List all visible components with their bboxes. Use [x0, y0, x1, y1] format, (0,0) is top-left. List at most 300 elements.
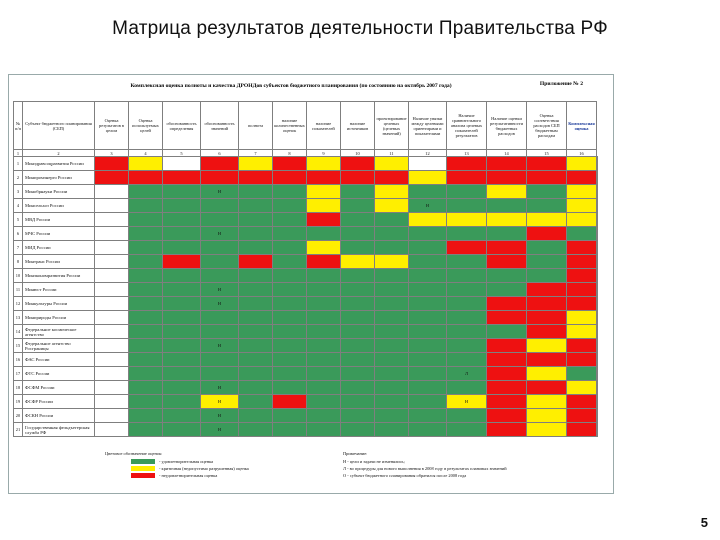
score-cell	[409, 339, 447, 353]
score-cell	[307, 283, 341, 297]
score-cell	[487, 171, 527, 185]
score-cell: Н	[201, 185, 239, 199]
score-cell	[239, 339, 273, 353]
row-number: 4	[14, 199, 23, 213]
matrix-body	[14, 157, 598, 437]
score-cell	[341, 269, 375, 283]
row-number: 2	[14, 171, 23, 185]
score-cell	[447, 325, 487, 339]
score-cell	[447, 381, 487, 395]
score-cell	[375, 283, 409, 297]
sheet-title: Комплексная оценка полноты и качества ДРОНДов субъектов бюджетного планирования (по состоянию на октябрь 2007 года)	[130, 83, 452, 89]
score-cell	[409, 297, 447, 311]
score-cell	[129, 381, 163, 395]
score-cell	[95, 339, 129, 353]
table-row	[14, 325, 598, 339]
header-num: № п/п	[14, 102, 23, 150]
score-cell	[567, 283, 597, 297]
slide-title: Матрица результатов деятельности Правительства РФ	[112, 18, 608, 39]
score-cell	[567, 171, 597, 185]
score-cell	[375, 325, 409, 339]
score-cell	[447, 199, 487, 213]
score-cell	[341, 199, 375, 213]
score-cell	[487, 255, 527, 269]
score-cell	[239, 297, 273, 311]
score-cell	[527, 199, 567, 213]
score-cell	[307, 339, 341, 353]
header-c8: наличие количественных оценок	[273, 102, 307, 150]
score-cell	[527, 325, 567, 339]
score-cell	[95, 353, 129, 367]
score-cell	[239, 227, 273, 241]
score-cell	[201, 157, 239, 171]
score-cell	[375, 395, 409, 409]
table-row	[14, 213, 598, 227]
score-cell	[527, 269, 567, 283]
legend	[105, 451, 605, 491]
score-cell	[307, 241, 341, 255]
score-cell	[487, 283, 527, 297]
score-cell	[409, 255, 447, 269]
score-cell	[487, 339, 527, 353]
score-cell	[597, 255, 598, 269]
score-cell	[307, 311, 341, 325]
score-cell	[527, 297, 567, 311]
score-cell	[239, 381, 273, 395]
score-cell	[163, 171, 201, 185]
score-cell	[129, 367, 163, 381]
row-number: 5	[14, 213, 23, 227]
score-cell	[597, 171, 598, 185]
score-cell	[307, 171, 341, 185]
matrix-sheet	[8, 74, 614, 494]
score-cell	[163, 283, 201, 297]
score-cell	[447, 213, 487, 227]
score-cell	[527, 157, 567, 171]
subject-name: ФСКН России	[23, 409, 95, 423]
column-number: 4	[129, 150, 163, 157]
score-cell	[273, 297, 307, 311]
row-number: 12	[14, 297, 23, 311]
score-cell	[375, 409, 409, 423]
row-number: 13	[14, 311, 23, 325]
score-cell	[307, 381, 341, 395]
score-cell	[409, 367, 447, 381]
score-cell	[597, 353, 598, 367]
score-cell	[307, 185, 341, 199]
row-number: 15	[14, 339, 23, 353]
score-cell: Н	[201, 283, 239, 297]
score-cell	[375, 423, 409, 437]
table-row	[14, 283, 598, 297]
score-cell: Н	[201, 395, 239, 409]
score-cell	[239, 311, 273, 325]
score-cell	[567, 381, 597, 395]
score-cell	[163, 367, 201, 381]
column-number: 8	[273, 150, 307, 157]
column-number: 14	[487, 150, 527, 157]
score-cell	[447, 157, 487, 171]
score-cell	[307, 227, 341, 241]
score-cell	[129, 297, 163, 311]
score-cell	[597, 227, 598, 241]
score-cell	[597, 157, 598, 171]
score-cell	[239, 255, 273, 269]
score-cell	[375, 171, 409, 185]
score-cell	[239, 241, 273, 255]
score-cell	[487, 311, 527, 325]
score-cell	[239, 395, 273, 409]
subject-name: МВД России	[23, 213, 95, 227]
score-cell	[95, 311, 129, 325]
score-cell	[567, 241, 597, 255]
score-cell	[273, 339, 307, 353]
score-cell	[375, 227, 409, 241]
header-c4: Оценка используемых целей	[129, 102, 163, 150]
score-cell	[95, 367, 129, 381]
score-cell	[597, 395, 598, 409]
score-cell	[307, 213, 341, 227]
row-number: 10	[14, 269, 23, 283]
score-cell	[163, 381, 201, 395]
score-cell	[447, 255, 487, 269]
score-cell	[487, 325, 527, 339]
score-cell	[201, 353, 239, 367]
legend-note: Н - цели и задачи не изменялись;	[343, 459, 405, 464]
score-cell	[567, 409, 597, 423]
score-cell	[341, 255, 375, 269]
score-cell	[597, 241, 598, 255]
score-cell	[341, 409, 375, 423]
score-cell	[567, 199, 597, 213]
score-cell	[163, 199, 201, 213]
score-cell	[273, 381, 307, 395]
subject-name: Минприроды России	[23, 311, 95, 325]
score-cell	[341, 339, 375, 353]
score-cell	[375, 199, 409, 213]
score-cell	[597, 311, 598, 325]
score-cell	[527, 255, 567, 269]
score-cell	[95, 199, 129, 213]
subject-name: ФСФР России	[23, 395, 95, 409]
score-cell	[447, 423, 487, 437]
score-cell	[597, 297, 598, 311]
score-cell	[239, 423, 273, 437]
score-cell	[273, 283, 307, 297]
score-cell	[527, 227, 567, 241]
appendix-label: Приложение № 2	[539, 81, 583, 87]
score-cell	[597, 283, 598, 297]
table-row	[14, 381, 598, 395]
score-cell	[375, 185, 409, 199]
score-cell	[273, 269, 307, 283]
score-cell	[95, 213, 129, 227]
score-cell	[527, 381, 567, 395]
score-cell	[129, 269, 163, 283]
table-row	[14, 227, 598, 241]
table-row	[14, 185, 598, 199]
table-row	[14, 157, 598, 171]
score-cell	[95, 171, 129, 185]
score-cell	[341, 395, 375, 409]
subject-name: Минздравсоцразвития России	[23, 157, 95, 171]
score-cell	[409, 353, 447, 367]
score-cell	[95, 241, 129, 255]
score-cell	[163, 311, 201, 325]
score-cell	[341, 381, 375, 395]
column-number: 5	[163, 150, 201, 157]
score-cell	[487, 423, 527, 437]
subject-name: ФТС России	[23, 367, 95, 381]
row-number: 16	[14, 353, 23, 367]
score-cell	[567, 311, 597, 325]
score-cell	[597, 269, 598, 283]
table-row	[14, 199, 598, 213]
row-number: 19	[14, 395, 23, 409]
table-row	[14, 395, 598, 409]
table-row	[14, 367, 598, 381]
score-cell	[375, 269, 409, 283]
score-cell	[527, 311, 567, 325]
score-cell	[567, 339, 597, 353]
score-cell	[597, 185, 598, 199]
column-number: 7	[239, 150, 273, 157]
score-cell	[527, 423, 567, 437]
score-cell	[597, 423, 598, 437]
score-cell	[487, 241, 527, 255]
score-cell	[567, 157, 597, 171]
score-cell	[375, 213, 409, 227]
subject-name: Минсельхоз России	[23, 199, 95, 213]
score-cell	[129, 185, 163, 199]
row-number: 17	[14, 367, 23, 381]
column-number: 3	[95, 150, 129, 157]
score-cell	[341, 311, 375, 325]
score-cell	[447, 269, 487, 283]
score-cell	[239, 269, 273, 283]
score-cell	[409, 157, 447, 171]
score-cell	[129, 199, 163, 213]
header-c5: обоснованность определения	[163, 102, 201, 150]
score-cell	[129, 171, 163, 185]
score-cell	[95, 325, 129, 339]
score-cell	[239, 353, 273, 367]
score-cell	[375, 339, 409, 353]
score-cell	[129, 325, 163, 339]
score-cell	[487, 157, 527, 171]
header-c7: полнота	[239, 102, 273, 150]
score-cell	[307, 367, 341, 381]
score-cell	[341, 367, 375, 381]
score-cell	[375, 241, 409, 255]
score-cell	[409, 395, 447, 409]
score-cell	[163, 353, 201, 367]
score-cell	[163, 185, 201, 199]
subject-name: Минтранс России	[23, 255, 95, 269]
subject-name: Минкультуры России	[23, 297, 95, 311]
row-number: 8	[14, 255, 23, 269]
score-cell: Н	[201, 381, 239, 395]
score-cell	[487, 185, 527, 199]
score-cell	[307, 353, 341, 367]
score-cell	[447, 409, 487, 423]
score-cell	[95, 381, 129, 395]
score-cell	[307, 325, 341, 339]
score-cell	[375, 367, 409, 381]
score-cell	[307, 423, 341, 437]
score-cell	[375, 353, 409, 367]
column-number: 12	[409, 150, 447, 157]
subject-name: Минпромэнерго России	[23, 171, 95, 185]
score-cell	[567, 185, 597, 199]
legend-text: - неудовлетворительная оценка	[159, 473, 218, 478]
column-number: 9	[307, 150, 341, 157]
score-cell	[201, 325, 239, 339]
legend-note: О - субъект бюджетного планирования обратился после 2008 года	[343, 473, 467, 478]
notes-heading: Примечание:	[343, 451, 368, 456]
score-cell	[307, 157, 341, 171]
table-row	[14, 353, 598, 367]
score-cell	[201, 255, 239, 269]
score-cell	[163, 395, 201, 409]
score-cell	[129, 283, 163, 297]
score-cell	[273, 325, 307, 339]
score-cell	[273, 241, 307, 255]
score-cell	[163, 409, 201, 423]
score-cell	[201, 213, 239, 227]
score-cell	[567, 269, 597, 283]
score-cell	[487, 213, 527, 227]
legend-swatch	[131, 473, 155, 478]
table-row	[14, 409, 598, 423]
score-cell	[273, 409, 307, 423]
row-number: 14	[14, 325, 23, 339]
score-cell	[239, 185, 273, 199]
score-cell	[341, 283, 375, 297]
score-cell	[129, 311, 163, 325]
results-matrix-table	[13, 101, 598, 437]
score-cell	[129, 339, 163, 353]
score-cell	[163, 325, 201, 339]
score-cell	[341, 213, 375, 227]
table-row	[14, 269, 598, 283]
score-cell	[273, 157, 307, 171]
table-row	[14, 297, 598, 311]
score-cell	[597, 213, 598, 227]
score-cell	[409, 409, 447, 423]
score-cell	[239, 199, 273, 213]
score-cell	[201, 311, 239, 325]
score-cell	[201, 171, 239, 185]
score-cell	[129, 395, 163, 409]
score-cell	[95, 255, 129, 269]
score-cell	[239, 213, 273, 227]
score-cell	[239, 367, 273, 381]
score-cell	[487, 199, 527, 213]
legend-text: - критичная (недопустимо разрушенная) оценка	[159, 466, 249, 471]
score-cell	[201, 199, 239, 213]
score-cell	[597, 339, 598, 353]
column-number: 1	[14, 150, 23, 157]
subject-name: ФАС России	[23, 353, 95, 367]
score-cell	[273, 311, 307, 325]
score-cell	[527, 409, 567, 423]
score-cell	[163, 269, 201, 283]
score-cell	[341, 241, 375, 255]
score-cell	[163, 157, 201, 171]
table-row	[14, 423, 598, 437]
score-cell	[375, 297, 409, 311]
score-cell	[527, 213, 567, 227]
table-row	[14, 311, 598, 325]
score-cell: Л	[447, 367, 487, 381]
score-cell	[527, 395, 567, 409]
score-cell	[447, 297, 487, 311]
score-cell	[95, 297, 129, 311]
header-c6: обоснованность значений	[201, 102, 239, 150]
score-cell	[163, 423, 201, 437]
row-number: 7	[14, 241, 23, 255]
row-number: 6	[14, 227, 23, 241]
score-cell	[163, 297, 201, 311]
score-cell	[129, 409, 163, 423]
score-cell	[447, 311, 487, 325]
score-cell	[341, 297, 375, 311]
score-cell	[273, 353, 307, 367]
subject-name: Минюст России	[23, 283, 95, 297]
subject-name: Минобрнауки России	[23, 185, 95, 199]
column-number: 16	[567, 150, 597, 157]
score-cell	[273, 367, 307, 381]
score-cell	[273, 227, 307, 241]
subject-name: МИД России	[23, 241, 95, 255]
score-cell	[129, 157, 163, 171]
header-c10: наличие источников	[341, 102, 375, 150]
score-cell	[273, 199, 307, 213]
score-cell	[409, 311, 447, 325]
score-cell	[409, 241, 447, 255]
score-cell: Н	[447, 395, 487, 409]
legend-swatch	[131, 466, 155, 471]
column-number: 10	[341, 150, 375, 157]
score-cell	[597, 325, 598, 339]
score-cell	[447, 185, 487, 199]
row-number: 21	[14, 423, 23, 437]
column-number: 13	[447, 150, 487, 157]
score-cell	[487, 353, 527, 367]
table-row	[14, 339, 598, 353]
score-cell	[487, 269, 527, 283]
score-cell	[341, 171, 375, 185]
column-number: 6	[201, 150, 239, 157]
score-cell	[597, 381, 598, 395]
score-cell	[239, 157, 273, 171]
score-cell	[409, 325, 447, 339]
column-number: 2	[23, 150, 95, 157]
subject-name: Федеральное агентство Росграницы	[23, 339, 95, 353]
score-cell	[409, 423, 447, 437]
score-cell	[307, 255, 341, 269]
score-cell	[129, 213, 163, 227]
score-cell	[163, 213, 201, 227]
row-number: 11	[14, 283, 23, 297]
header-c13: Наличие сравнительного анализа целевых показателей результатов	[447, 102, 487, 150]
header-c9: наличие показателей	[307, 102, 341, 150]
score-cell	[527, 367, 567, 381]
score-cell: Н	[201, 227, 239, 241]
legend-text: - удовлетворительная оценка	[159, 459, 214, 464]
row-number: 20	[14, 409, 23, 423]
